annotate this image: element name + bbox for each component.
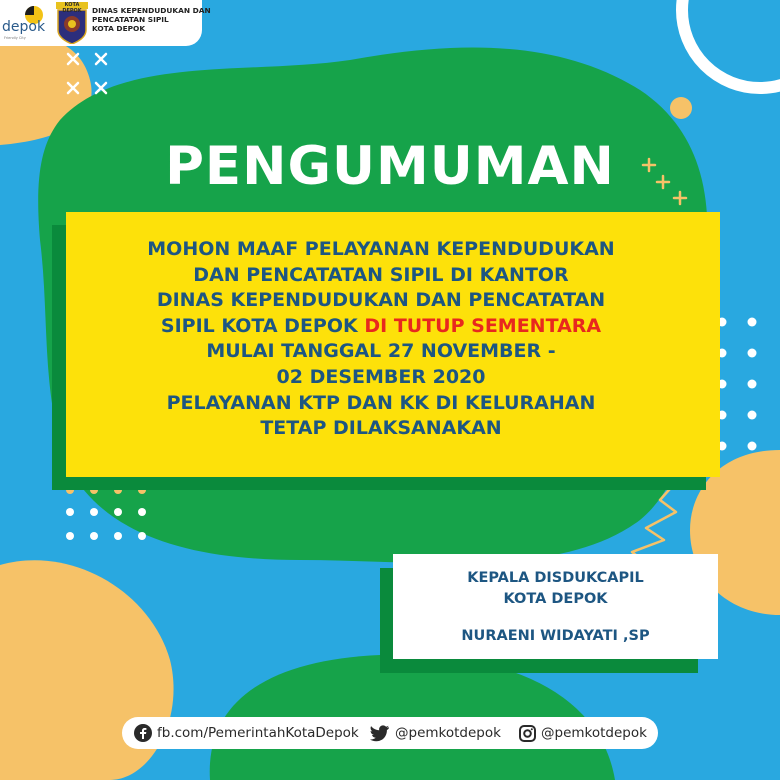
- instagram-icon: [519, 725, 536, 742]
- closure-highlight: DI TUTUP SEMENTARA: [364, 314, 602, 337]
- agency-line-2: PENCATATAN SIPIL: [92, 15, 169, 24]
- announcement-line-1: MOHON MAAF PELAYANAN KEPENDUDUKAN: [147, 238, 615, 260]
- instagram-link[interactable]: [519, 717, 647, 749]
- announcement-line-2: DAN PENCATATAN SIPIL DI KANTOR: [193, 263, 569, 286]
- twitter-link[interactable]: [370, 717, 501, 749]
- announcement-shadow-left: [52, 225, 66, 490]
- announcement-line-5: MULAI TANGGAL 27 NOVEMBER -: [206, 340, 556, 363]
- page-title: PENGUMUMAN: [165, 136, 615, 197]
- depok-logo-text: depok: [2, 19, 46, 35]
- facebook-handle: fb.com/PemerintahKotaDepok: [157, 725, 359, 741]
- agency-line-1: DINAS KEPENDUDUKAN DAN: [92, 6, 211, 15]
- announcement-line-4: [66, 314, 696, 340]
- twitter-handle: @pemkotdepok: [395, 725, 501, 741]
- announcement-line-8: TETAP DILAKSANAKAN: [260, 417, 502, 440]
- facebook-link[interactable]: [134, 717, 359, 749]
- seal-label: KOTA DEPOK: [62, 2, 82, 14]
- instagram-handle: @pemkotdepok: [541, 725, 647, 741]
- depok-logo-tagline: Friendly City: [4, 36, 26, 40]
- announcement-line-7: PELAYANAN KTP DAN KK DI KELURAHAN: [166, 391, 596, 414]
- announcement-shadow-bottom: [52, 477, 706, 490]
- signature-role-line-2: KOTA DEPOK: [503, 591, 608, 607]
- agency-line-3: KOTA DEPOK: [92, 24, 146, 33]
- signature-role: [393, 568, 718, 610]
- announcement-text: [66, 237, 696, 442]
- announcement-line-3: DINAS KEPENDUDUKAN DAN PENCATATAN: [156, 289, 606, 312]
- signature-role-line-1: KEPALA DISDUKCAPIL: [467, 570, 644, 586]
- signature-name: NURAENI WIDAYATI ,SP: [461, 628, 650, 644]
- announcement-line-4-text: SIPIL KOTA DEPOK: [160, 314, 365, 337]
- announcement-line-6: 02 DESEMBER 2020: [276, 365, 486, 388]
- yellow-dot: [670, 97, 692, 119]
- dot-grid-right: [718, 318, 757, 451]
- white-ring: [682, 0, 780, 88]
- agency-name: [92, 6, 211, 33]
- social-bar: [122, 717, 658, 749]
- facebook-icon: [134, 724, 152, 742]
- header-badge: [0, 0, 211, 46]
- twitter-icon: [370, 724, 390, 742]
